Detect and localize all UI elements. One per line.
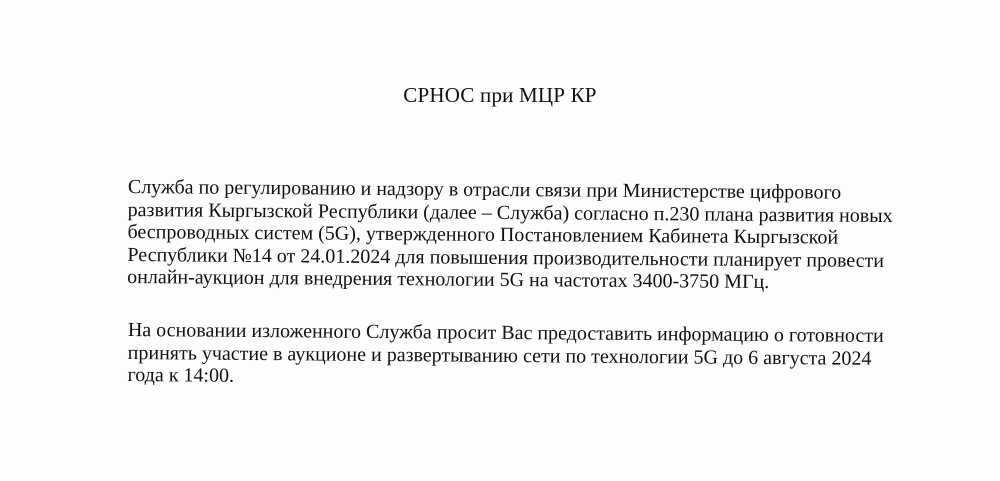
paragraph-line: беспроводных систем (5G), утвержденного Постановлением Кабинета Кыргызской <box>127 221 839 249</box>
paragraph-line: Служба по регулированию и надзору в отрасли связи при Министерстве цифрового <box>127 176 842 204</box>
paragraph-auction-announcement <box>127 176 893 295</box>
paragraph-line: онлайн-аукцион для внедрения технологии 5G на частотах 3400-3750 МГц. <box>127 266 770 294</box>
paragraph-line: развития Кыргызской Республики (далее – Служба) согласно п.230 плана развития новых <box>127 198 893 227</box>
paragraph-line: На основании изложенного Служба просит Вас предоставить информацию о готовности <box>127 319 884 347</box>
paragraph-information-request <box>127 319 883 393</box>
paragraph-line: Республики №14 от 24.01.2024 для повышения производительности планирует провести <box>127 243 885 272</box>
document-heading: СРНОС при МЦР КР <box>403 83 597 107</box>
paragraph-line: принять участие в аукционе и развертыванию сети по технологии 5G до 6 августа 2024 <box>127 341 872 370</box>
paragraph-line: года к 14:00. <box>127 364 235 388</box>
